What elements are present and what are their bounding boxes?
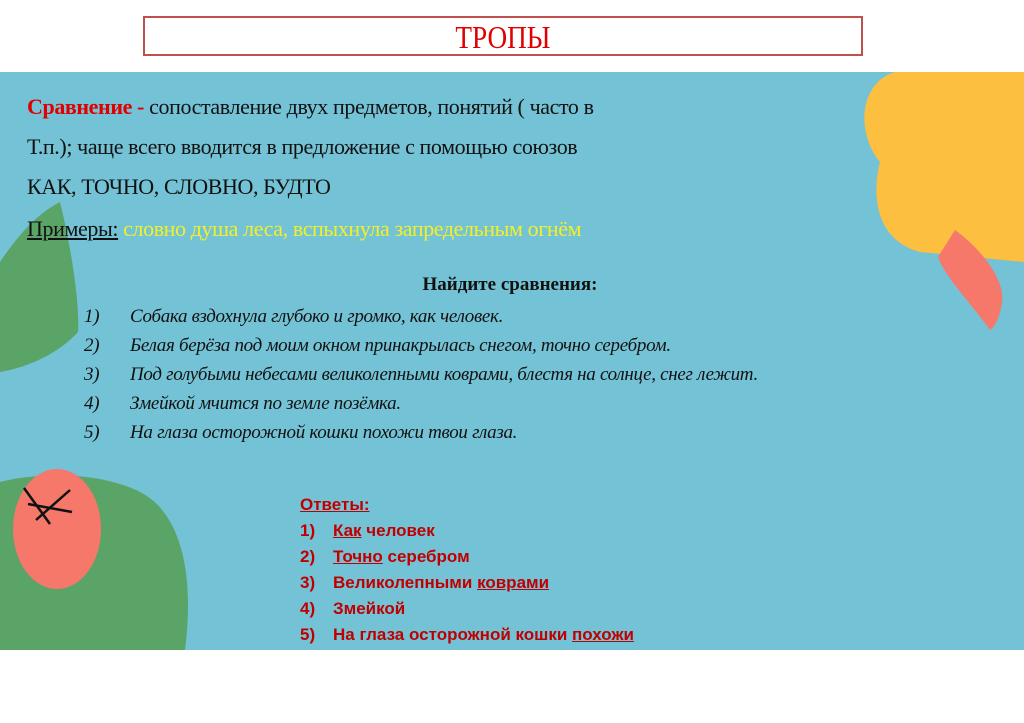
list-item [84,360,930,389]
answer-text: Великолепными [333,573,478,592]
answer-number: 1) [300,521,316,540]
item-number: 4) [84,393,100,414]
list-item [84,389,930,418]
answer-item [300,622,634,648]
answer-text: человек [361,521,435,540]
answer-text: На глаза осторожной кошки [333,625,573,644]
definition-line-1 [27,94,594,120]
answer-item [300,596,634,622]
answer-item [300,544,634,570]
answers-block [300,492,634,648]
answer-text: Змейкой [333,599,406,618]
answer-item [300,518,634,544]
answer-number: 5) [300,625,316,644]
item-number: 1) [84,306,100,327]
content-panel [0,72,1024,650]
examples-label: Примеры: [27,216,119,241]
title-box [143,16,863,56]
answer-underlined: похожи [572,625,634,644]
list-item [84,302,930,331]
answer-item [300,570,634,596]
answer-number: 3) [300,573,316,592]
item-text: Под голубыми небесами великолепными коврами, блестя на солнце, снег лежит. [130,364,758,385]
item-text: На глаза осторожной кошки похожи твои глаза. [130,422,518,443]
yellow-blob-shape [864,72,1024,262]
answer-number: 4) [300,599,316,618]
answer-text: серебром [382,547,470,566]
examples-text: словно душа леса, вспыхнула запредельным огнём [118,216,582,241]
answer-underlined: Как [333,521,362,540]
answer-underlined: Точно [333,547,383,566]
definition-line-2: Т.п.); чаще всего вводится в предложение с помощью союзов [27,134,578,159]
task-heading [0,274,1024,296]
examples-line [27,216,581,242]
slide-title: ТРОПЫ [455,19,551,55]
task-heading-text: Найдите сравнения: [422,274,598,295]
coral-circle-shape [13,469,101,589]
list-item [84,331,930,360]
list-item [84,418,930,447]
item-number: 2) [84,335,100,356]
answer-underlined: коврами [477,573,550,592]
item-text: Собака вздохнула глубоко и громко, как человек. [130,306,504,327]
definition-text: сопоставление двух предметов, понятий ( часто в [144,94,594,119]
item-number: 5) [84,422,100,443]
conjunctions-line: КАК, ТОЧНО, СЛОВНО, БУДТО [27,174,331,199]
answers-heading: Ответы: [300,495,370,514]
task-list [84,302,930,447]
item-text: Белая берёза под моим окном принакрылась снегом, точно серебром. [130,335,671,356]
answer-number: 2) [300,547,316,566]
item-number: 3) [84,364,100,385]
term-label: Сравнение - [27,94,144,119]
item-text: Змейкой мчится по земле позёмка. [130,393,401,414]
